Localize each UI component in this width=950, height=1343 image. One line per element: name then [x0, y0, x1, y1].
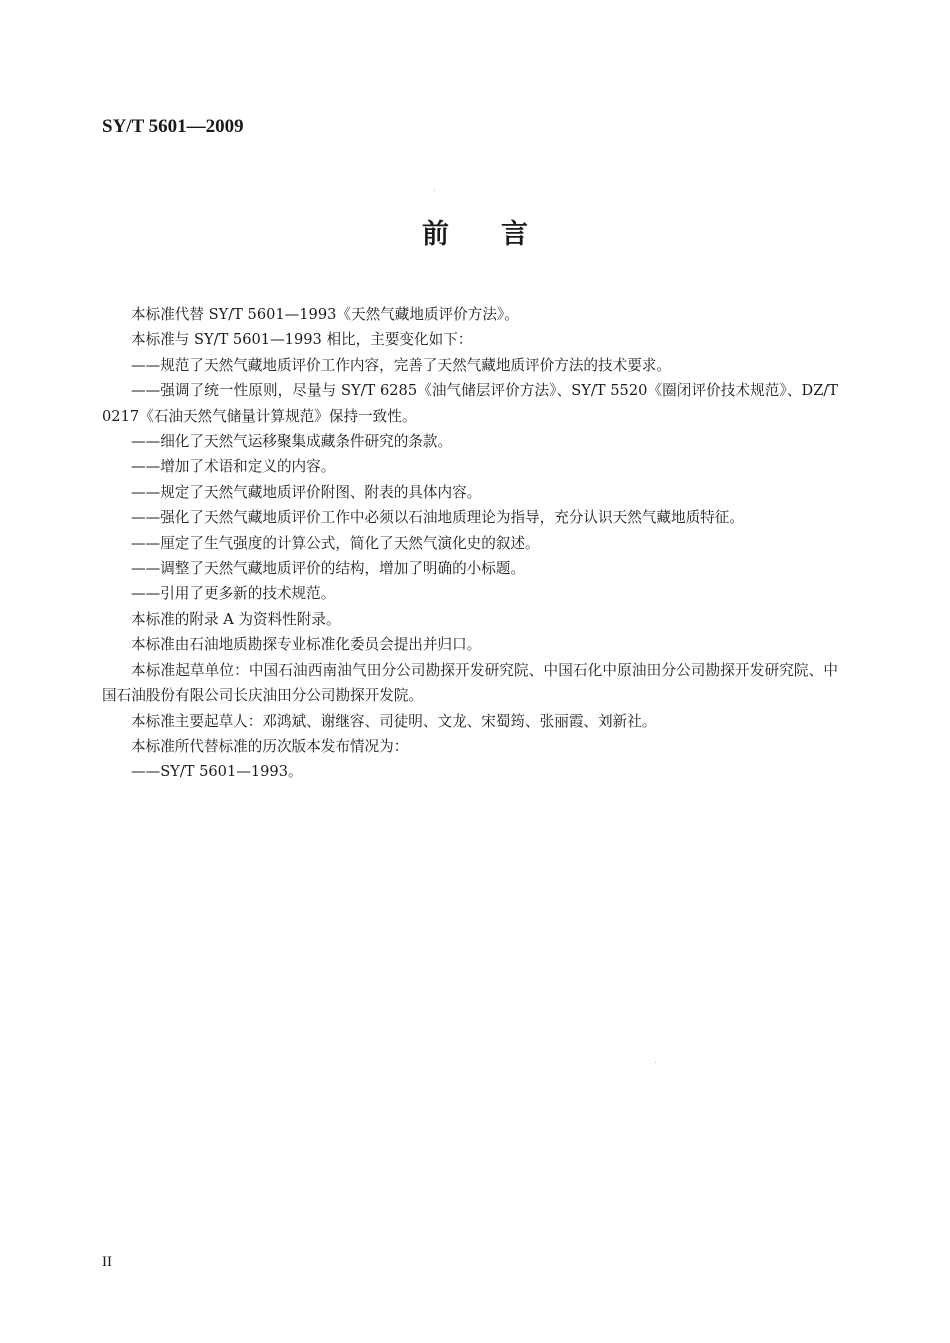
page-title	[0, 212, 950, 251]
title-char-2: 言	[501, 219, 528, 250]
paragraph-history-intro: 本标准所代替标准的历次版本发布情况为：	[131, 737, 409, 755]
paragraph-drafting-units: 本标准起草单位：中国石油西南油气田分公司勘探开发研究院、中国石化中原油田分公司勘探开发研究院、中国石油股份有限公司长庆油田分公司勘探开发院。	[102, 661, 838, 705]
change-item: ——细化了天然气运移聚集成藏条件研究的条款。	[131, 433, 453, 451]
change-item: ——厘定了生气强度的计算公式，简化了天然气演化史的叙述。	[131, 534, 540, 552]
standard-code: SY/T 5601—2009	[102, 116, 244, 137]
page-number: II	[102, 1254, 112, 1270]
change-item: ——增加了术语和定义的内容。	[131, 458, 336, 476]
paragraph-appendix: 本标准的附录 A 为资料性附录。	[131, 610, 341, 628]
change-item: ——调整了天然气藏地质评价的结构，增加了明确的小标题。	[131, 560, 526, 578]
change-item: ——强调了统一性原则，尽量与 SY/T 6285《油气储层评价方法》、SY/T 5520《圈闭评价技术规范》、DZ/T 0217《石油天然气储量计算规范》保持一致性。	[102, 382, 838, 425]
paragraph-changes-intro: 本标准与 SY/T 5601—1993 相比，主要变化如下：	[131, 331, 473, 349]
scan-speck	[434, 190, 435, 191]
scan-speck	[655, 1062, 656, 1063]
paragraph-proposer: 本标准由石油地质勘探专业标准化委员会提出并归口。	[131, 636, 482, 654]
change-item: ——引用了更多新的技术规范。	[131, 585, 336, 603]
change-item: ——规范了天然气藏地质评价工作内容，完善了天然气藏地质评价方法的技术要求。	[131, 356, 671, 374]
title-char-1: 前	[422, 219, 449, 250]
paragraph-drafters: 本标准主要起草人：邓鸿斌、谢继容、司徒明、文龙、宋蜀筠、张丽霞、刘新社。	[131, 712, 657, 730]
change-item: ——强化了天然气藏地质评价工作中必须以石油地质理论为指导，充分认识天然气藏地质特征。	[131, 509, 744, 527]
change-item: ——规定了天然气藏地质评价附图、附表的具体内容。	[131, 483, 482, 501]
paragraph-replaces: 本标准代替 SY/T 5601—1993《天然气藏地质评价方法》。	[131, 306, 519, 323]
foreword-body	[102, 302, 838, 785]
history-item: ——SY/T 5601—1993。	[131, 763, 303, 781]
